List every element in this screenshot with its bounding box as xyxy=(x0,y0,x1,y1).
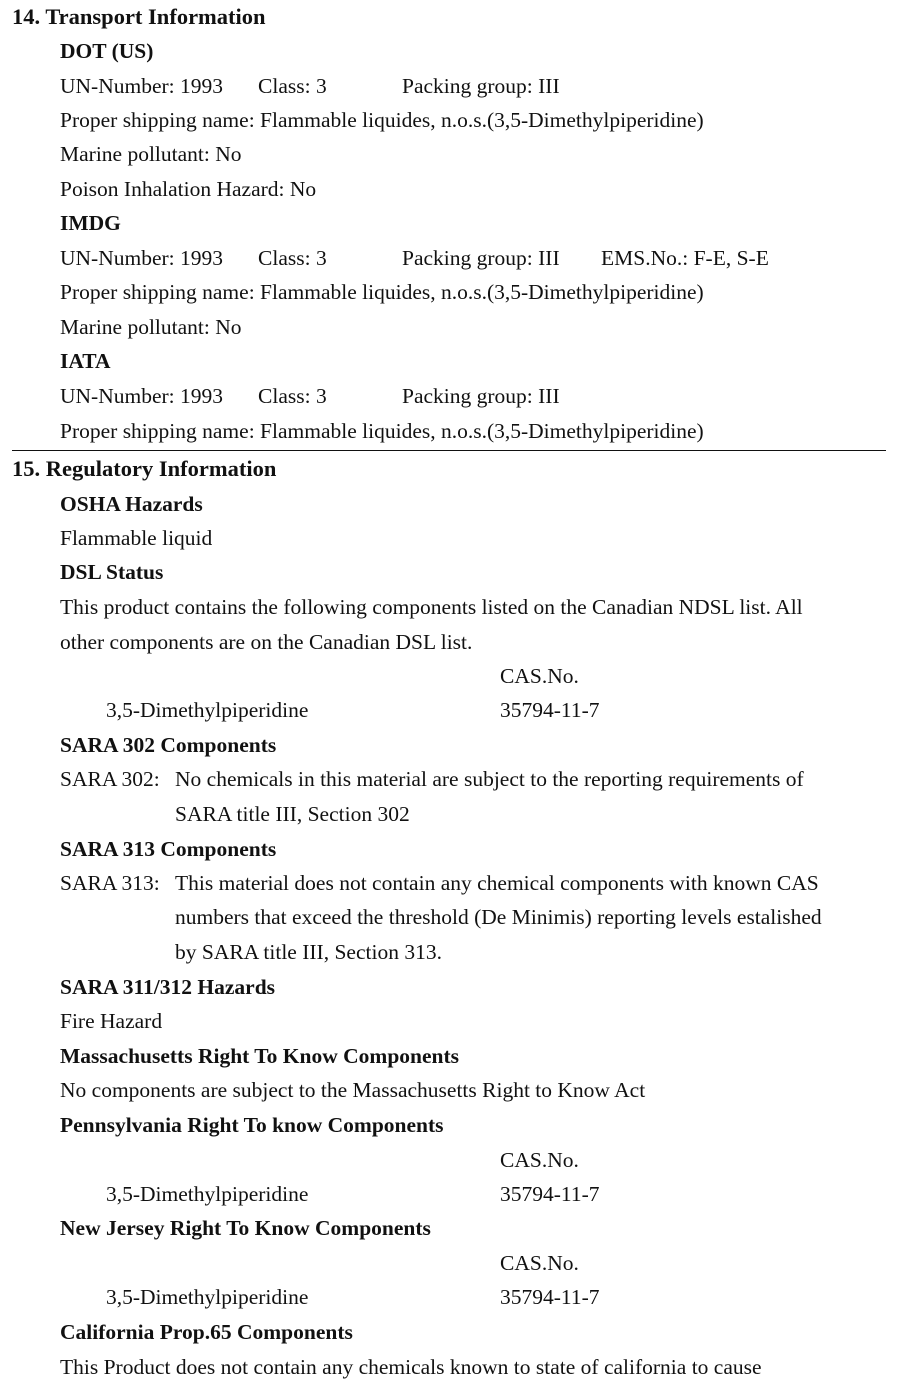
imdg-marine-pollutant: Marine pollutant: No xyxy=(60,315,242,339)
dot-shipping-name: Proper shipping name: Flammable liquides, n.o.s.(3,5-Dimethylpiperidine) xyxy=(60,108,704,132)
massachusetts-heading: Massachusetts Right To Know Components xyxy=(60,1044,460,1068)
sara313-label: SARA 313: xyxy=(60,871,160,895)
sara313-line-2: numbers that exceed the threshold (De Minimis) reporting levels estalished xyxy=(175,905,822,929)
dsl-text-line-1: This product contains the following components listed on the Canadian NDSL list. All xyxy=(60,595,803,619)
iata-un-number: UN-Number: 1993 xyxy=(60,384,224,408)
imdg-packing-group: Packing group: III xyxy=(402,246,560,270)
iata-class: Class: 3 xyxy=(258,384,327,408)
massachusetts-text: No components are subject to the Massachusetts Right to Know Act xyxy=(60,1078,646,1102)
sara313-line-1: This material does not contain any chemical components with known CAS xyxy=(175,871,819,895)
dsl-cas-header: CAS.No. xyxy=(500,664,579,688)
california-text: This Product does not contain any chemicals known to state of california to cause xyxy=(60,1355,762,1379)
pennsylvania-chemical-name: 3,5-Dimethylpiperidine xyxy=(106,1182,309,1206)
section-14-heading: 14. Transport Information xyxy=(12,4,266,29)
dot-class: Class: 3 xyxy=(258,74,327,98)
dsl-cas-number: 35794-11-7 xyxy=(500,698,600,722)
newjersey-heading: New Jersey Right To Know Components xyxy=(60,1216,431,1240)
osha-text: Flammable liquid xyxy=(60,526,213,550)
sara313-line-3: by SARA title III, Section 313. xyxy=(175,940,442,964)
imdg-un-number: UN-Number: 1993 xyxy=(60,246,224,270)
osha-heading: OSHA Hazards xyxy=(60,492,203,516)
dsl-heading: DSL Status xyxy=(60,560,164,584)
pennsylvania-heading: Pennsylvania Right To know Components xyxy=(60,1113,444,1137)
sara302-label: SARA 302: xyxy=(60,767,160,791)
sara311-text: Fire Hazard xyxy=(60,1009,163,1033)
dot-heading: DOT (US) xyxy=(60,39,154,63)
sara302-line-2: SARA title III, Section 302 xyxy=(175,802,410,826)
california-heading: California Prop.65 Components xyxy=(60,1320,353,1344)
newjersey-chemical-name: 3,5-Dimethylpiperidine xyxy=(106,1285,309,1309)
imdg-class: Class: 3 xyxy=(258,246,327,270)
section-divider xyxy=(12,450,886,451)
imdg-ems-number: EMS.No.: F-E, S-E xyxy=(601,246,769,270)
section-15-heading: 15. Regulatory Information xyxy=(12,456,277,481)
dot-marine-pollutant: Marine pollutant: No xyxy=(60,142,242,166)
dsl-chemical-name: 3,5-Dimethylpiperidine xyxy=(106,698,309,722)
dot-poison-inhalation: Poison Inhalation Hazard: No xyxy=(60,177,317,201)
pennsylvania-cas-header: CAS.No. xyxy=(500,1148,579,1172)
iata-packing-group: Packing group: III xyxy=(402,384,560,408)
sara311-heading: SARA 311/312 Hazards xyxy=(60,975,276,999)
sara302-heading: SARA 302 Components xyxy=(60,733,277,757)
dsl-text-line-2: other components are on the Canadian DSL list. xyxy=(60,630,473,654)
imdg-heading: IMDG xyxy=(60,211,121,235)
pennsylvania-cas-number: 35794-11-7 xyxy=(500,1182,600,1206)
newjersey-cas-header: CAS.No. xyxy=(500,1251,579,1275)
sara313-heading: SARA 313 Components xyxy=(60,837,277,861)
imdg-shipping-name: Proper shipping name: Flammable liquides, n.o.s.(3,5-Dimethylpiperidine) xyxy=(60,280,704,304)
sara302-line-1: No chemicals in this material are subject to the reporting requirements of xyxy=(175,767,804,791)
newjersey-cas-number: 35794-11-7 xyxy=(500,1285,600,1309)
iata-heading: IATA xyxy=(60,349,111,373)
dot-un-number: UN-Number: 1993 xyxy=(60,74,224,98)
dot-packing-group: Packing group: III xyxy=(402,74,560,98)
iata-shipping-name: Proper shipping name: Flammable liquides, n.o.s.(3,5-Dimethylpiperidine) xyxy=(60,419,704,443)
